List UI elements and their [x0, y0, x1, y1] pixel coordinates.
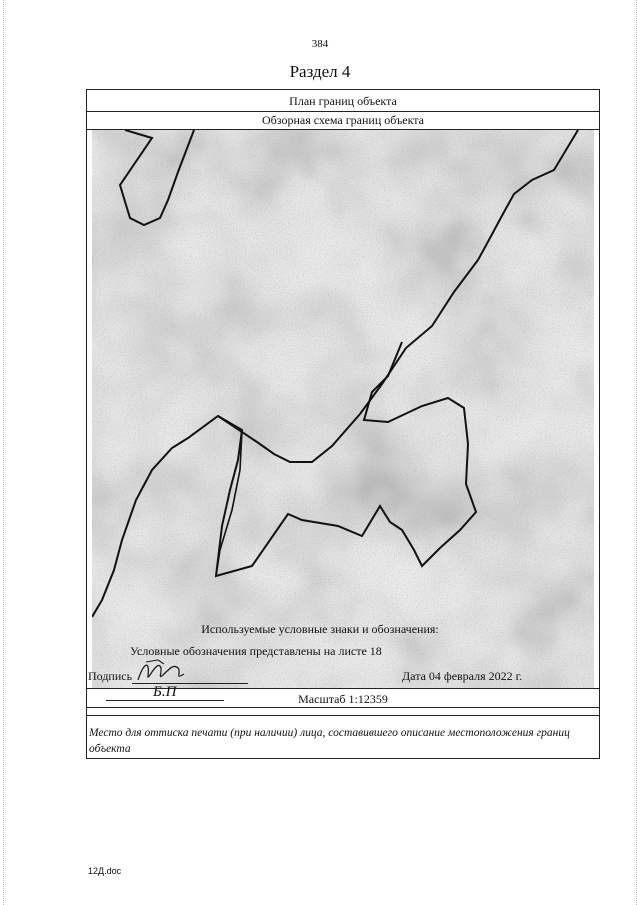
initials-line — [106, 700, 224, 701]
map-texture — [92, 130, 594, 688]
legend-text: Условные обозначения представлены на листе 18 — [130, 644, 382, 658]
overview-map — [92, 130, 594, 688]
stamp-place-text: Место для оттиска печати (при наличии) лица, составившего описание местоположения границ объекта — [89, 727, 570, 755]
page-number: 384 — [311, 38, 329, 50]
plan-title: План границ объекта — [87, 90, 599, 112]
right-page-edge — [636, 0, 638, 905]
signature-scribble — [134, 656, 190, 686]
plan-subtitle: Обзорная схема границ объекта — [87, 112, 599, 130]
signature-label: Подпись — [88, 669, 133, 683]
legend-heading: Используемые условные знаки и обозначения: — [201, 622, 439, 636]
file-name: 12Д.doc — [88, 866, 122, 876]
document-date: Дата 04 февраля 2022 г. — [402, 669, 523, 683]
section-title: Раздел 4 — [289, 62, 351, 81]
signature-initials: Б.П — [153, 684, 177, 700]
left-page-edge — [3, 0, 5, 905]
scale-label: Масштаб 1:12359 — [87, 688, 599, 708]
